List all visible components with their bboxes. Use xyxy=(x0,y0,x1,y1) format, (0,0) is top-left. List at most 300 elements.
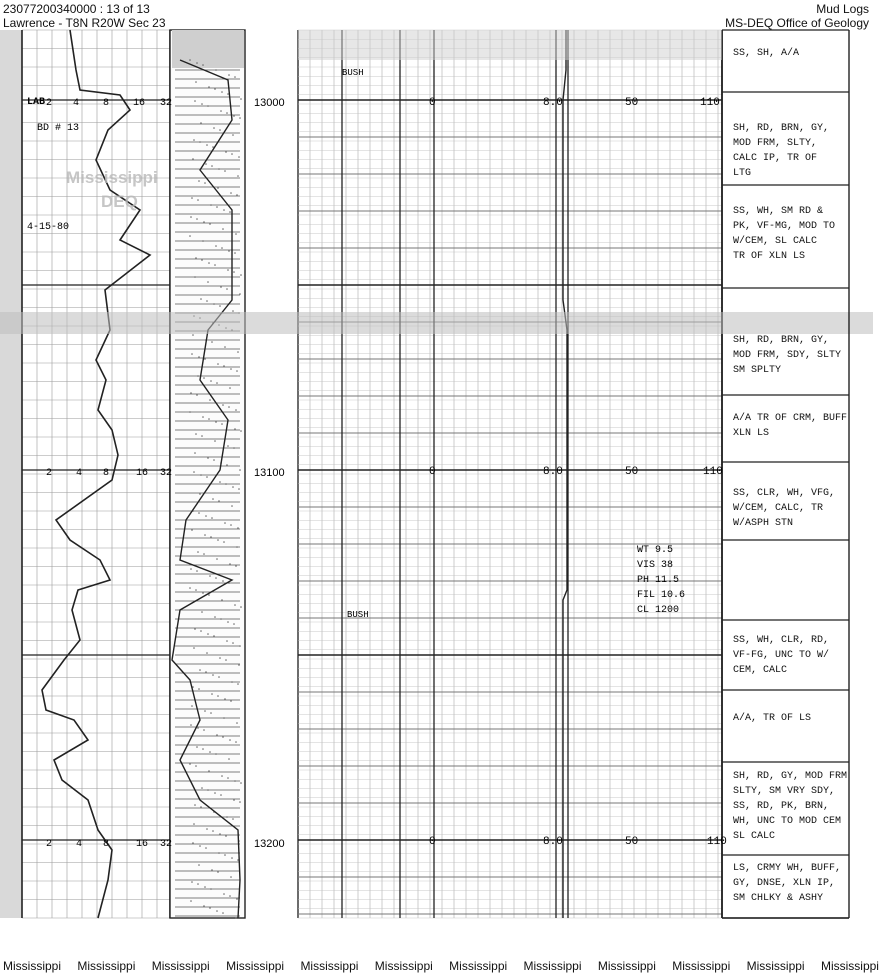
sand-dot xyxy=(198,356,200,358)
sand-dot xyxy=(222,912,224,914)
lithology-line: MOD FRM, SLTY, xyxy=(733,138,818,149)
sand-dot xyxy=(223,365,225,367)
sand-dot xyxy=(208,418,210,420)
sand-dot xyxy=(240,782,242,784)
sand-dot xyxy=(200,298,202,300)
sand-dot xyxy=(227,621,229,623)
sand-dot xyxy=(189,411,191,413)
sand-dot xyxy=(206,144,208,146)
lithology-strip xyxy=(170,30,245,918)
sand-dot xyxy=(197,883,199,885)
sand-dot xyxy=(209,751,211,753)
sand-dot xyxy=(215,69,217,71)
scale-mark: 2 xyxy=(46,839,53,850)
sand-dot xyxy=(222,404,224,406)
sand-dot xyxy=(193,823,195,825)
sand-dot xyxy=(218,852,220,854)
sand-dot xyxy=(230,368,232,370)
depth-label-13200: 13200 xyxy=(254,838,285,850)
sand-dot xyxy=(229,211,231,213)
lithology-line: W/CEM, CALC, TR xyxy=(733,503,824,514)
sand-dot xyxy=(215,245,217,247)
lithology-description xyxy=(733,123,829,179)
sand-dot xyxy=(202,64,204,66)
sand-dot xyxy=(221,91,223,93)
sand-dot xyxy=(221,775,223,777)
scale-mark: 2 xyxy=(46,98,53,109)
footer-mark: Mississippi xyxy=(746,959,805,973)
sand-dot xyxy=(207,105,209,107)
sand-dot xyxy=(190,216,192,218)
sand-dot xyxy=(217,187,219,189)
sand-dot xyxy=(223,541,225,543)
sand-dot xyxy=(201,611,203,613)
sand-dot xyxy=(215,421,217,423)
lithology-dotted-top xyxy=(172,30,244,68)
sand-dot xyxy=(223,717,225,719)
lithology-line: SH, RD, BRN, GY, xyxy=(733,123,830,134)
sand-dot xyxy=(236,194,238,196)
sand-dot xyxy=(226,640,228,642)
sand-dot xyxy=(209,223,211,225)
sand-dot xyxy=(228,758,230,760)
sand-dot xyxy=(227,445,229,447)
lithology-description xyxy=(733,712,811,724)
sand-dot xyxy=(209,575,211,577)
sand-dot xyxy=(224,170,226,172)
chromatograph-scale: 50 xyxy=(625,97,639,109)
scale-mark: 16 xyxy=(133,98,146,109)
scale-mark: 16 xyxy=(136,468,149,479)
sand-dot xyxy=(207,789,209,791)
lithology-column xyxy=(733,47,847,904)
sand-dot xyxy=(240,98,242,100)
sand-dot xyxy=(239,645,241,647)
sand-dot xyxy=(235,233,237,235)
sand-dot xyxy=(205,515,207,517)
sand-dot xyxy=(214,616,216,618)
sand-dot xyxy=(237,683,239,685)
sand-dot xyxy=(212,498,214,500)
sand-dot xyxy=(207,281,209,283)
bush-note: BUSH xyxy=(347,610,369,620)
sand-dot xyxy=(230,876,232,878)
sand-dot xyxy=(235,741,237,743)
sand-dot xyxy=(209,399,211,401)
sand-dot xyxy=(240,430,242,432)
sand-dot xyxy=(213,459,215,461)
sand-dot xyxy=(238,664,240,666)
sand-dot xyxy=(197,551,199,553)
scale-mark: 16 xyxy=(136,839,149,850)
sand-dot xyxy=(236,722,238,724)
sand-dot xyxy=(225,483,227,485)
sand-dot xyxy=(211,517,213,519)
sand-dot xyxy=(197,375,199,377)
sand-dot xyxy=(191,529,193,531)
sand-dot xyxy=(231,153,233,155)
lithology-line: TR OF XLN LS xyxy=(733,251,806,262)
sand-dot xyxy=(208,770,210,772)
sand-dot xyxy=(229,739,231,741)
sand-dot xyxy=(189,763,191,765)
mud-prop-filtrate: FIL 10.6 xyxy=(637,590,686,601)
sand-dot xyxy=(210,380,212,382)
chromatograph-scale: 110 xyxy=(707,836,727,848)
sand-dot xyxy=(201,103,203,105)
sand-dot xyxy=(226,112,228,114)
sand-dot xyxy=(233,115,235,117)
sand-dot xyxy=(233,271,235,273)
sand-dot xyxy=(202,748,204,750)
sand-dot xyxy=(199,493,201,495)
lithology-line: W/ASPH STN xyxy=(733,518,794,529)
sand-dot xyxy=(189,587,191,589)
sand-dot xyxy=(238,156,240,158)
sand-dot xyxy=(194,628,196,630)
scale-mark: 32 xyxy=(160,468,173,479)
sand-dot xyxy=(209,907,211,909)
sand-dot xyxy=(218,168,220,170)
sand-dot xyxy=(229,563,231,565)
lithology-line: SH, RD, GY, MOD FRM xyxy=(733,771,848,782)
sand-dot xyxy=(227,269,229,271)
lithology-description xyxy=(733,771,847,842)
sand-dot xyxy=(194,804,196,806)
sand-dot xyxy=(233,447,235,449)
sand-dot xyxy=(189,235,191,237)
lithology-description xyxy=(733,488,835,529)
sand-dot xyxy=(190,568,192,570)
sand-dot xyxy=(200,474,202,476)
sand-dot xyxy=(219,129,221,131)
lithology-line: SM CHLKY & ASHY xyxy=(733,893,824,904)
sand-dot xyxy=(235,917,237,919)
sand-dot xyxy=(237,351,239,353)
sand-dot xyxy=(238,488,240,490)
sand-dot xyxy=(191,353,193,355)
sand-dot xyxy=(221,599,223,601)
sand-dot xyxy=(232,642,234,644)
scale-mark: 4 xyxy=(76,468,83,479)
sand-dot xyxy=(198,864,200,866)
sand-dot xyxy=(190,724,192,726)
bit-note: BD # 13 xyxy=(37,123,80,134)
sand-dot xyxy=(201,435,203,437)
sand-dot xyxy=(202,592,204,594)
watermark-text: DEQ xyxy=(101,192,138,211)
sand-dot xyxy=(194,276,196,278)
sand-dot xyxy=(219,657,221,659)
chromatograph-scale: 8.0 xyxy=(543,466,563,478)
lithology-description xyxy=(733,412,847,439)
lithology-line: A/A, TR OF LS xyxy=(733,713,812,724)
footer-mark: Mississippi xyxy=(523,959,582,973)
lithology-line: SS, WH, CLR, RD, xyxy=(733,635,830,646)
sand-dot xyxy=(206,828,208,830)
sand-dot xyxy=(195,81,197,83)
sand-dot xyxy=(197,727,199,729)
sand-dot xyxy=(235,409,237,411)
sand-dot xyxy=(224,698,226,700)
sand-dot xyxy=(220,286,222,288)
sand-dot xyxy=(234,604,236,606)
sand-dot xyxy=(220,110,222,112)
chromatograph-scale: 0 xyxy=(429,97,436,109)
sand-dot xyxy=(213,127,215,129)
splice-band xyxy=(0,312,873,334)
sand-dot xyxy=(211,869,213,871)
sand-dot xyxy=(234,428,236,430)
lithology-line: VF-FG, UNC TO W/ xyxy=(733,650,830,661)
sand-dot xyxy=(223,893,225,895)
sand-dot xyxy=(229,387,231,389)
sand-dot xyxy=(230,192,232,194)
sand-dot xyxy=(219,481,221,483)
sand-dot xyxy=(191,881,193,883)
chromatograph-scale: 50 xyxy=(625,836,639,848)
sand-dot xyxy=(191,197,193,199)
chromatograph-scale: 110 xyxy=(700,97,720,109)
sand-dot xyxy=(211,165,213,167)
lithology-line: A/A TR OF CRM, BUFF xyxy=(733,413,848,424)
scale-mark: 2 xyxy=(46,468,53,479)
sand-dot xyxy=(224,346,226,348)
sand-dot xyxy=(199,845,201,847)
sand-dot xyxy=(229,895,231,897)
sand-dot xyxy=(203,905,205,907)
sand-dot xyxy=(217,871,219,873)
sand-dot xyxy=(222,580,224,582)
scale-mark: 4 xyxy=(73,98,80,109)
sand-dot xyxy=(206,300,208,302)
sand-dot xyxy=(216,558,218,560)
sand-dot xyxy=(218,676,220,678)
scale-mark: 32 xyxy=(160,839,173,850)
lithology-description xyxy=(733,635,829,676)
sand-dot xyxy=(206,652,208,654)
sand-dot xyxy=(196,394,198,396)
sand-dot xyxy=(228,250,230,252)
sand-dot xyxy=(208,86,210,88)
sand-dot xyxy=(193,647,195,649)
sand-dot xyxy=(216,734,218,736)
sand-dot xyxy=(203,221,205,223)
sand-dot xyxy=(203,553,205,555)
sand-dot xyxy=(196,218,198,220)
sand-dot xyxy=(228,74,230,76)
sand-dot xyxy=(230,524,232,526)
sand-dot xyxy=(215,577,217,579)
sand-dot xyxy=(216,382,218,384)
sand-dot xyxy=(195,433,197,435)
sand-dot xyxy=(210,888,212,890)
sand-dot xyxy=(226,288,228,290)
sand-dot xyxy=(217,363,219,365)
lithology-line: SH, RD, BRN, GY, xyxy=(733,335,830,346)
sand-dot xyxy=(236,898,238,900)
lithology-line: GY, DNSE, XLN IP, xyxy=(733,878,836,889)
sand-dot xyxy=(236,370,238,372)
sand-dot xyxy=(208,262,210,264)
sand-dot xyxy=(222,736,224,738)
sand-dot xyxy=(239,117,241,119)
top-band xyxy=(298,30,722,60)
footer-mark: Mississippi xyxy=(374,959,433,973)
sand-dot xyxy=(239,801,241,803)
sand-dot xyxy=(198,180,200,182)
sand-dot xyxy=(227,777,229,779)
lithology-description xyxy=(733,335,841,376)
sand-dot xyxy=(220,618,222,620)
footer-mark: Mississippi xyxy=(226,959,285,973)
footer-mark: Mississippi xyxy=(3,959,62,973)
sand-dot xyxy=(192,842,194,844)
sand-dot xyxy=(232,818,234,820)
footer-mark: Mississippi xyxy=(449,959,508,973)
sand-dot xyxy=(200,806,202,808)
scale-mark: 8 xyxy=(103,839,110,850)
lithology-line: LTG xyxy=(733,168,752,179)
lithology-line: LS, CRMY WH, BUFF, xyxy=(733,863,842,874)
sand-dot xyxy=(204,534,206,536)
sand-dot xyxy=(233,799,235,801)
sand-dot xyxy=(211,693,213,695)
sand-dot xyxy=(231,505,233,507)
sand-dot xyxy=(225,659,227,661)
sand-dot xyxy=(228,406,230,408)
lithology-line: SS, CLR, WH, VFG, xyxy=(733,488,836,499)
footer-mark: Mississippi xyxy=(672,959,731,973)
sand-dot xyxy=(216,910,218,912)
chromatograph-scale: 0 xyxy=(429,466,436,478)
sand-dot xyxy=(217,539,219,541)
lithology-line: MOD FRM, SDY, SLTY xyxy=(733,350,842,361)
scale-mark: 8 xyxy=(103,468,110,479)
sand-dot xyxy=(208,594,210,596)
sand-dot xyxy=(203,377,205,379)
mud-prop-viscosity: VIS 38 xyxy=(637,560,674,571)
sand-dot xyxy=(234,780,236,782)
sand-dot xyxy=(191,705,193,707)
sand-dot xyxy=(190,900,192,902)
sand-dot xyxy=(199,669,201,671)
sand-dot xyxy=(195,589,197,591)
sand-dot xyxy=(224,854,226,856)
scale-mark: 8 xyxy=(103,98,110,109)
sand-dot xyxy=(196,62,198,64)
sand-dot xyxy=(214,264,216,266)
footer-watermark xyxy=(3,959,879,973)
lithology-line: CALC IP, TR OF xyxy=(733,153,818,164)
sand-dot xyxy=(206,476,208,478)
lithology-description xyxy=(733,206,835,262)
sand-dot xyxy=(223,209,225,211)
sand-dot xyxy=(212,830,214,832)
lithology-description xyxy=(733,47,799,59)
mud-prop-weight: WT 9.5 xyxy=(637,545,674,556)
sand-dot xyxy=(235,565,237,567)
sand-dot xyxy=(200,122,202,124)
sand-dot xyxy=(194,100,196,102)
lithology-line: WH, UNC TO MOD CEM xyxy=(733,816,842,827)
sand-dot xyxy=(196,570,198,572)
sand-dot xyxy=(212,674,214,676)
sand-dot xyxy=(205,163,207,165)
sand-dot xyxy=(195,765,197,767)
sand-dot xyxy=(231,857,233,859)
sand-dot xyxy=(218,500,220,502)
sand-dot xyxy=(240,606,242,608)
chromatograph-scale: 50 xyxy=(625,466,639,478)
sand-dot xyxy=(211,341,213,343)
lithology-line: XLN LS xyxy=(733,428,770,439)
sand-dot xyxy=(232,134,234,136)
sand-dot xyxy=(210,536,212,538)
sand-dot xyxy=(197,199,199,201)
chromatograph-scale: 0 xyxy=(429,836,436,848)
sand-dot xyxy=(200,630,202,632)
sand-dot xyxy=(226,464,228,466)
sand-dot xyxy=(213,303,215,305)
sand-dot xyxy=(217,695,219,697)
sand-dot xyxy=(237,527,239,529)
lithology-line: SS, SH, A/A xyxy=(733,48,800,59)
sand-dot xyxy=(221,247,223,249)
location: Lawrence - T8N R20W Sec 23 xyxy=(3,16,166,30)
sand-dot xyxy=(214,88,216,90)
lithology-line: SS, WH, SM RD & xyxy=(733,206,824,217)
sand-dot xyxy=(210,204,212,206)
depth-label-13100: 13100 xyxy=(254,467,285,479)
sand-dot xyxy=(193,471,195,473)
sand-dot xyxy=(207,633,209,635)
sand-dot xyxy=(204,182,206,184)
chromatograph-scale: 110 xyxy=(703,466,723,478)
sand-dot xyxy=(207,457,209,459)
sand-dot xyxy=(216,206,218,208)
sand-dot xyxy=(204,358,206,360)
sand-dot xyxy=(189,59,191,61)
lithology-line: W/CEM, SL CALC xyxy=(733,236,818,247)
sand-dot xyxy=(202,416,204,418)
sand-dot xyxy=(193,139,195,141)
sand-dot xyxy=(234,76,236,78)
lithology-line: CEM, CALC xyxy=(733,665,788,676)
sand-dot xyxy=(234,252,236,254)
sand-dot xyxy=(239,293,241,295)
sand-dot xyxy=(233,623,235,625)
lithology-line: SL CALC xyxy=(733,831,776,842)
lab-note: LAB xyxy=(27,97,46,108)
sand-dot xyxy=(213,635,215,637)
date-note: 4-15-80 xyxy=(27,222,70,233)
sand-dot xyxy=(194,452,196,454)
sand-dot xyxy=(222,228,224,230)
sand-dot xyxy=(192,158,194,160)
sand-dot xyxy=(221,423,223,425)
sand-dot xyxy=(232,310,234,312)
footer-mark: Mississippi xyxy=(300,959,359,973)
sand-dot xyxy=(227,93,229,95)
sand-dot xyxy=(201,787,203,789)
sand-dot xyxy=(205,671,207,673)
scale-mark: 32 xyxy=(160,98,173,109)
sand-dot xyxy=(226,816,228,818)
mud-prop-ph: PH 11.5 xyxy=(637,575,680,586)
sand-dot xyxy=(192,334,194,336)
sand-dot xyxy=(239,469,241,471)
